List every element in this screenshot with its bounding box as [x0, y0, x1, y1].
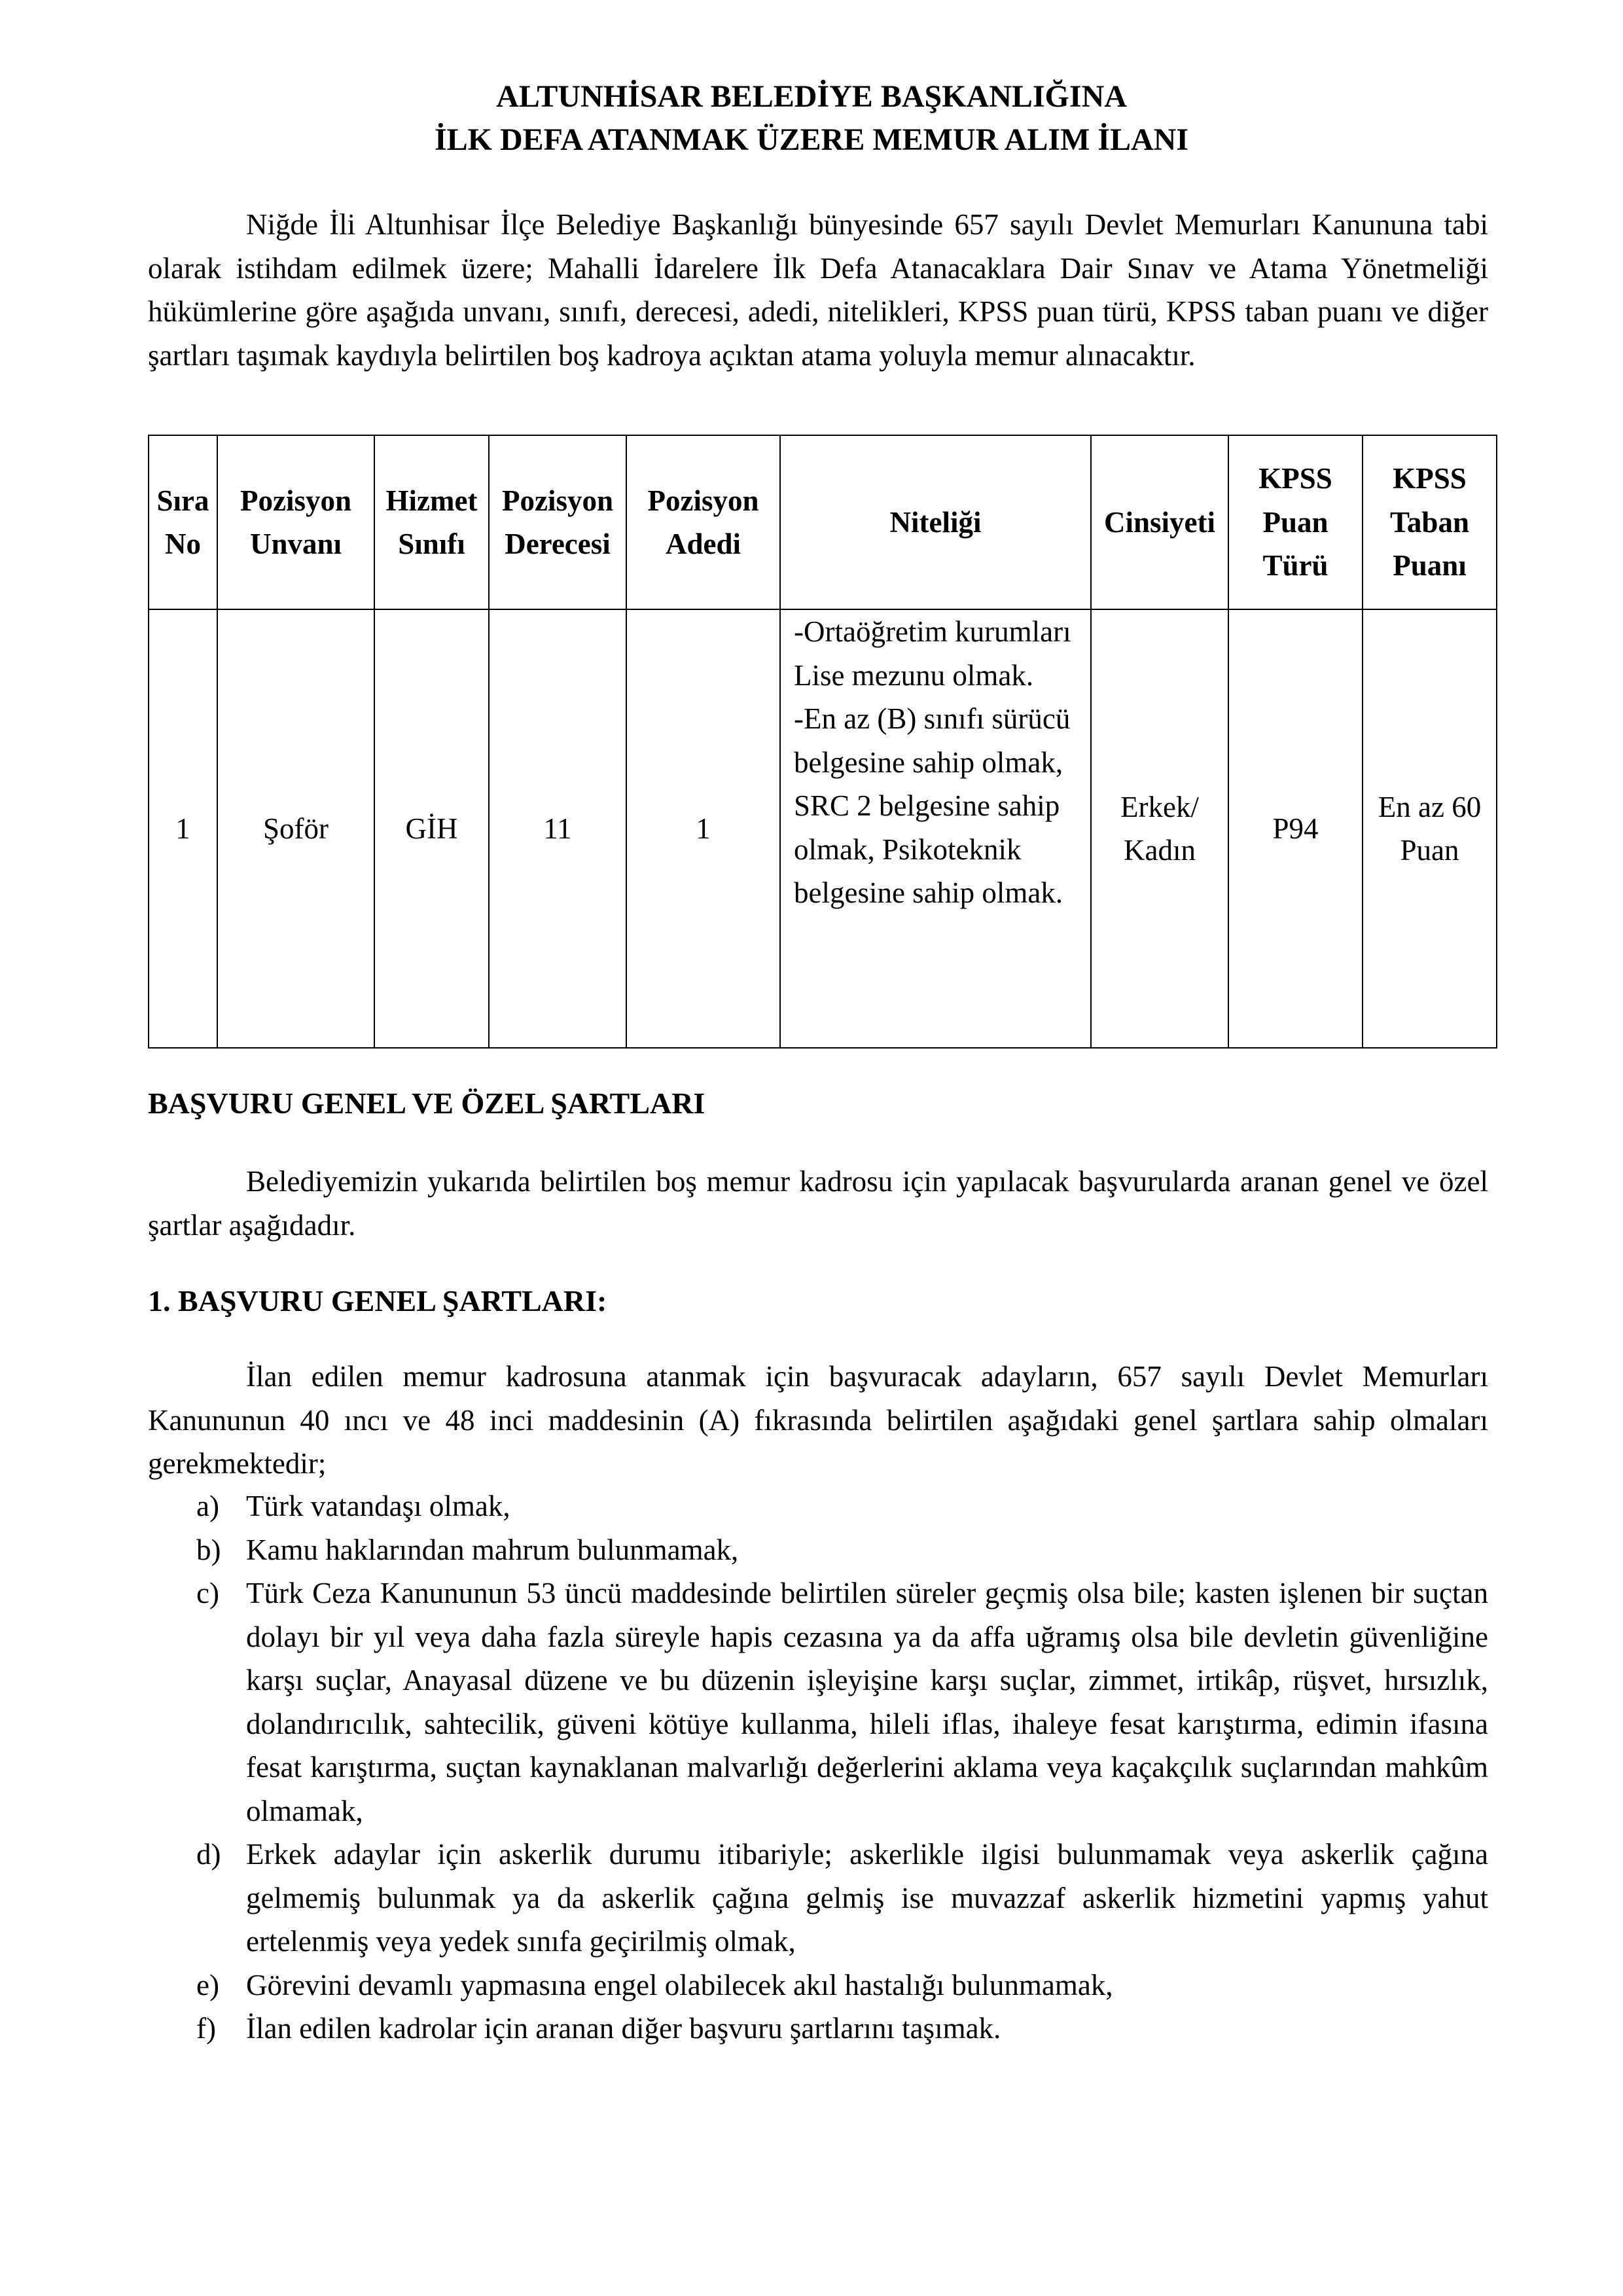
nitelik-line-1: -Ortaöğretim kurumları Lise mezunu olmak.	[794, 615, 1071, 692]
cell-niteligi	[780, 609, 1091, 1048]
header-pozisyon-unvani: Pozisyon Unvanı	[217, 435, 374, 609]
intro-paragraph: Niğde İli Altunhisar İlçe Belediye Başkanlığı bünyesinde 657 sayılı Devlet Memurları Kanununa tabi olarak istihdam edilmek üzere; Mahalli İdarelere İlk Defa Atanacaklara Dair Sınav ve Atama Yönetmeliği hükümlerine göre aşağıda unvanı, sınıfı, derecesi, adedi, nitelikleri, KPSS puan türü, KPSS taban puanı ve diğer şartları taşımak kaydıyla belirtilen boş kadroya açıktan atama yoluyla memur alınacaktır.	[148, 208, 1488, 372]
general-conditions-list	[148, 1484, 1488, 2051]
list-item	[148, 1571, 1488, 1833]
header-pozisyon-adedi: Pozisyon Adedi	[626, 435, 780, 609]
title-line-1: ALTUNHİSAR BELEDİYE BAŞKANLIĞINA	[496, 79, 1127, 114]
cell-hizmet-sinifi: GİH	[374, 609, 489, 1048]
cell-cinsiyeti: Erkek/ Kadın	[1091, 609, 1228, 1048]
list-item	[148, 1484, 1488, 1528]
section-intro-paragraph: Belediyemizin yukarıda belirtilen boş memur kadrosu için yapılacak başvurularda aranan genel ve özel şartlar aşağıdadır.	[148, 1165, 1488, 1242]
header-kpss-puan-turu: KPSS Puan Türü	[1228, 435, 1363, 609]
list-marker: f)	[196, 2012, 216, 2045]
list-marker: c)	[196, 1577, 219, 1609]
table-row	[149, 609, 1497, 1048]
header-niteligi: Niteliği	[780, 435, 1091, 609]
header-pozisyon-derecesi: Pozisyon Derecesi	[489, 435, 626, 609]
table-header-row	[149, 435, 1497, 609]
list-marker: e)	[196, 1968, 219, 2001]
list-marker: a)	[196, 1490, 219, 1522]
list-marker: d)	[196, 1838, 221, 1871]
general-conditions-title: 1. BAŞVURU GENEL ŞARTLARI:	[148, 1284, 607, 1318]
header-sira-no: Sıra No	[149, 435, 217, 609]
list-item-text: Türk vatandaşı olmak,	[246, 1490, 510, 1522]
list-item-text: Görevini devamlı yapmasına engel olabilecek akıl hastalığı bulunmamak,	[246, 1968, 1113, 2001]
header-hizmet-sinifi: Hizmet Sınıfı	[374, 435, 489, 609]
title-line-2: İLK DEFA ATANMAK ÜZERE MEMUR ALIM İLANI	[434, 122, 1189, 157]
list-item-text: Kamu haklarından mahrum bulunmamak,	[246, 1533, 739, 1566]
list-item	[148, 1964, 1488, 2007]
position-table	[148, 435, 1497, 1049]
section-title: BAŞVURU GENEL VE ÖZEL ŞARTLARI	[148, 1086, 705, 1120]
list-item-text: Türk Ceza Kanununun 53 üncü maddesinde belirtilen süreler geçmiş olsa bile; kasten işlenen bir suçtan dolayı bir yıl veya daha fazla süreyle hapis cezasına ya da affa uğramış olsa bile devletin güvenliğine karşı suçlar, Anayasal düzene ve bu düzenin işleyişine karşı suçlar, zimmet, irtikâp, rüşvet, hırsızlık, dolandırıcılık, sahtecilik, güveni kötüye kullanma, hileli iflas, ihaleye fesat karıştırma, edimin ifasına fesat karıştırma, suçtan kaynaklanan malvarlığı değerlerini aklama veya kaçakçılık suçlarından mahkûm olmamak,	[246, 1577, 1488, 1827]
list-item	[148, 1528, 1488, 1572]
cell-pozisyon-derecesi: 11	[489, 609, 626, 1048]
cell-pozisyon-unvani: Şoför	[217, 609, 374, 1048]
list-item	[148, 1833, 1488, 1964]
cell-kpss-puan-turu: P94	[1228, 609, 1363, 1048]
list-item-text: Erkek adaylar için askerlik durumu itibariyle; askerlikle ilgisi bulunmamak veya askerlik çağına gelmemiş bulunmak ya da askerlik çağına gelmiş ise muvazzaf askerlik hizmetini yapmış yahut ertelenmiş veya yedek sınıfa geçirilmiş olmak,	[246, 1838, 1488, 1958]
document-title	[0, 75, 1623, 162]
cell-kpss-taban-puani: En az 60 Puan	[1363, 609, 1497, 1048]
list-item	[148, 2007, 1488, 2051]
general-conditions-intro: İlan edilen memur kadrosuna atanmak için başvuracak adayların, 657 sayılı Devlet Memurları Kanununun 40 ıncı ve 48 inci maddesinin (A) fıkrasında belirtilen aşağıdaki genel şartlara sahip olmaları gerekmektedir;	[148, 1360, 1488, 1480]
list-item-text: İlan edilen kadrolar için aranan diğer başvuru şartlarını taşımak.	[246, 2012, 1001, 2045]
cell-sira-no: 1	[149, 609, 217, 1048]
header-kpss-taban-puani: KPSS Taban Puanı	[1363, 435, 1497, 609]
list-marker: b)	[196, 1533, 221, 1566]
cell-pozisyon-adedi: 1	[626, 609, 780, 1048]
header-cinsiyeti: Cinsiyeti	[1091, 435, 1228, 609]
nitelik-line-2: -En az (B) sınıfı sürücü belgesine sahip olmak, SRC 2 belgesine sahip olmak, Psikoteknik belgesine sahip olmak.	[794, 702, 1071, 909]
